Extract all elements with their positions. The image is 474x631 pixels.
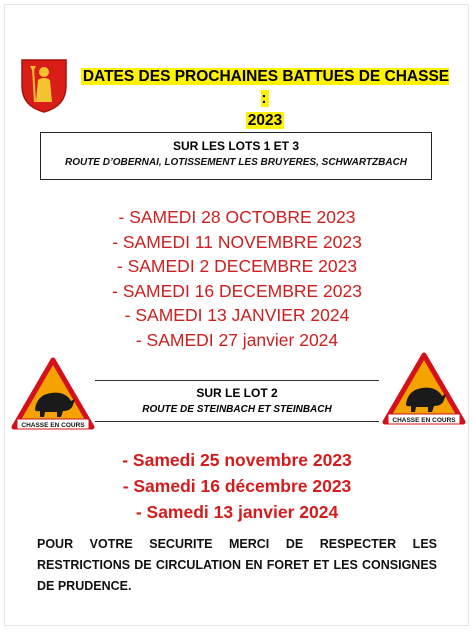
title-line-1: DATES DES PROCHAINES BATTUES DE CHASSE : <box>82 68 450 107</box>
date-item: - SAMEDI 13 JANVIER 2024 <box>124 305 350 325</box>
lot-2-box <box>95 380 379 422</box>
lots-1-3-box <box>40 132 432 180</box>
date-item: - SAMEDI 2 DECEMBRE 2023 <box>116 256 358 276</box>
lots-1-3-road: ROUTE D’OBERNAI, LOTISSEMENT LES BRUYERES, SCHWARTZBACH <box>64 157 408 168</box>
dates-lot-2-list <box>0 447 474 525</box>
lots-1-3-heading: SUR LES LOTS 1 ET 3 <box>172 139 300 153</box>
boar-warning-sign-icon <box>382 352 466 428</box>
date-item: - SAMEDI 11 NOVEMBRE 2023 <box>112 231 362 252</box>
title <box>80 66 450 132</box>
lot-2-heading: SUR LE LOT 2 <box>196 386 278 400</box>
date-item: - Samedi 25 novembre 2023 <box>122 450 352 470</box>
date-item: - Samedi 13 janvier 2024 <box>135 502 339 522</box>
sign-text: CHASSE EN COURS <box>392 417 456 424</box>
sign-text: CHASSE EN COURS <box>21 422 85 429</box>
date-item: - SAMEDI 27 janvier 2024 <box>135 329 339 350</box>
date-item: - SAMEDI 28 OCTOBRE 2023 <box>118 207 356 227</box>
title-line-2: 2023 <box>247 112 283 129</box>
lot-2-road: ROUTE DE STEINBACH ET STEINBACH <box>142 404 332 415</box>
crest-icon <box>20 58 68 114</box>
dates-lots-1-3-list <box>0 205 474 352</box>
safety-notice: POUR VOTRE SECURITE MERCI DE RESPECTER LES RESTRICTIONS DE CIRCULATION EN FORET ET LES CONSIGNES DE PRUDENCE. <box>37 537 437 593</box>
boar-warning-sign-icon <box>11 357 95 433</box>
date-item: - Samedi 16 décembre 2023 <box>122 476 352 496</box>
date-item: - SAMEDI 16 DECEMBRE 2023 <box>112 280 362 301</box>
